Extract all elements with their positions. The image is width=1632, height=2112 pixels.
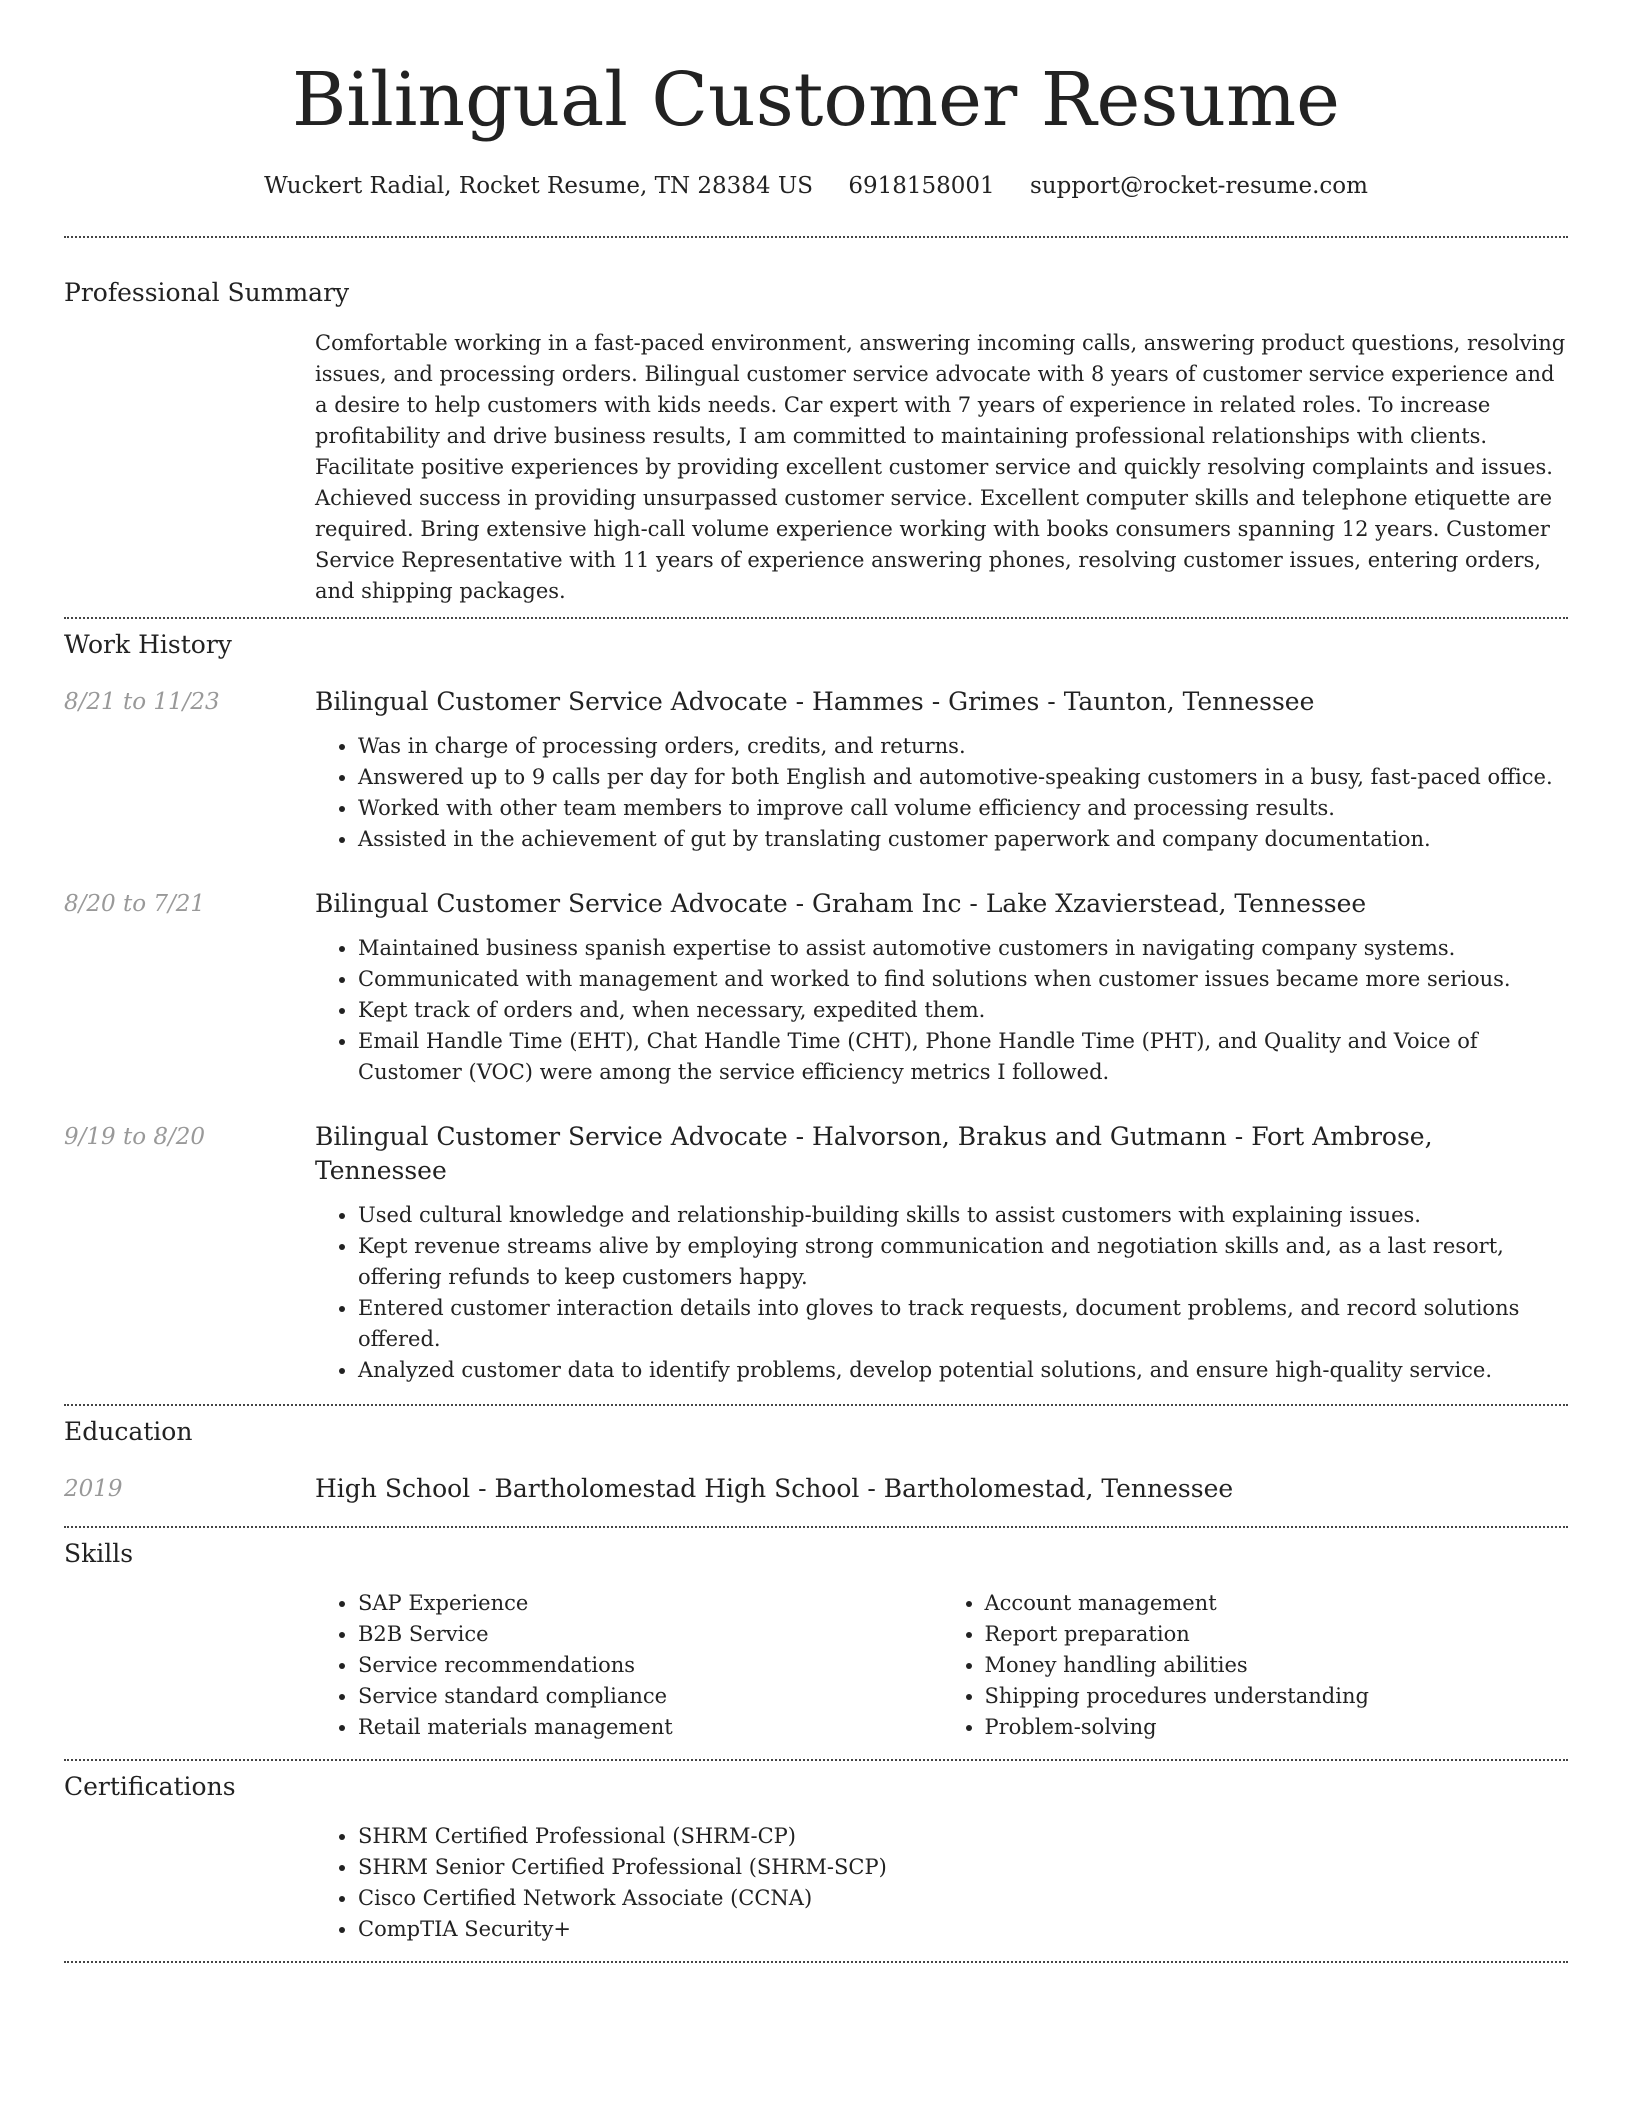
section-title-skills: Skills	[64, 1539, 134, 1568]
job-heading: Bilingual Customer Service Advocate - Hammes - Grimes - Taunton, Tennessee	[315, 687, 1315, 716]
job-bullet: • Communicated with management and worked to find solutions when customer issues became more serious.	[358, 964, 1568, 995]
skill-item: • SAP Experience	[358, 1588, 942, 1619]
job-heading: Bilingual Customer Service Advocate - Halvorson, Brakus and Gutmann - Fort Ambrose, Tennessee	[315, 1122, 1433, 1185]
job-dates: 9/19 to 8/20	[64, 1124, 206, 1150]
job-entry	[64, 685, 1568, 855]
job-heading: Bilingual Customer Service Advocate - Graham Inc - Lake Xzavierstead, Tennessee	[315, 889, 1367, 918]
certifications-list	[315, 1821, 1568, 1945]
job-bullet: • Maintained business spanish expertise to assist automotive customers in navigating company systems.	[358, 933, 1568, 964]
summary-text: Comfortable working in a fast-paced environment, answering incoming calls, answering product questions, resolving issues, and processing orders. Bilingual customer service advocate with 8 years of customer service experience and a desire to help customers with kids needs. Car expert with 7 years of experience in related roles. To increase profitability and drive business results, I am committed to maintaining professional relationships with clients. Facilitate positive experiences by providing excellent customer service and quickly resolving complaints and issues. Achieved success in providing unsurpassed customer service. Excellent computer skills and telephone etiquette are required. Bring extensive high-call volume experience working with books consumers spanning 12 years. Customer Service Representative with 11 years of experience answering phones, resolving customer issues, entering orders, and shipping packages.	[315, 331, 1566, 603]
certification-item: • CompTIA Security+	[358, 1914, 1568, 1945]
section-title-education: Education	[64, 1417, 193, 1446]
job-bullet: • Kept revenue streams alive by employing strong communication and negotiation skills and, as a last resort, offering refunds to keep customers happy.	[358, 1231, 1568, 1293]
job-bullet: • Email Handle Time (EHT), Chat Handle Time (CHT), Phone Handle Time (PHT), and Quality and Voice of Customer (VOC) were among the service efficiency metrics I followed.	[358, 1026, 1568, 1088]
certifications-section	[64, 1761, 1568, 1945]
job-bullet: • Was in charge of processing orders, credits, and returns.	[358, 731, 1568, 762]
job-dates: 8/20 to 7/21	[64, 891, 206, 917]
work-history-section	[64, 619, 1568, 1386]
skill-item: • Shipping procedures understanding	[985, 1681, 1569, 1712]
job-bullet: • Used cultural knowledge and relationship-building skills to assist customers with explaining issues.	[358, 1200, 1568, 1231]
skills-list-left	[315, 1588, 942, 1743]
skill-item: • Money handling abilities	[985, 1650, 1569, 1681]
job-entry	[64, 1120, 1568, 1386]
contact-phone: 6918158001	[848, 173, 995, 199]
education-year: 2019	[64, 1476, 123, 1502]
contact-email: support@rocket-resume.com	[1030, 173, 1368, 199]
job-bullet: • Worked with other team members to improve call volume efficiency and processing results.	[358, 793, 1568, 824]
skill-item: • Service standard compliance	[358, 1681, 942, 1712]
contact-line	[64, 170, 1568, 202]
skills-section	[64, 1528, 1568, 1743]
resume-header	[64, 0, 1568, 202]
contact-address: Wuckert Radial, Rocket Resume, TN 28384 US	[264, 173, 814, 199]
job-bullets	[315, 731, 1568, 855]
resume-title: Bilingual Customer Resume	[292, 57, 1340, 143]
education-entry: High School - Bartholomestad High School - Bartholomestad, Tennessee	[315, 1474, 1234, 1503]
skill-item: • Retail materials management	[358, 1712, 942, 1743]
certification-item: • Cisco Certified Network Associate (CCNA)	[358, 1883, 1568, 1914]
skill-item: • Problem-solving	[985, 1712, 1569, 1743]
section-title-work-history: Work History	[64, 630, 232, 659]
job-bullet: • Entered customer interaction details into gloves to track requests, document problems, and record solutions offered.	[358, 1293, 1568, 1355]
certification-item: • SHRM Senior Certified Professional (SHRM-SCP)	[358, 1852, 1568, 1883]
summary-section	[64, 238, 1568, 607]
skill-item: • Account management	[985, 1588, 1569, 1619]
job-bullets	[315, 933, 1568, 1088]
certifications-spacer	[64, 1821, 315, 1945]
job-entry	[64, 887, 1568, 1088]
summary-spacer	[64, 328, 315, 607]
job-bullets	[315, 1200, 1568, 1386]
job-bullet: • Assisted in the achievement of gut by translating customer paperwork and company documentation.	[358, 824, 1568, 855]
job-dates: 8/21 to 11/23	[64, 689, 220, 715]
section-title-summary: Professional Summary	[64, 278, 350, 307]
divider	[64, 1961, 1568, 1963]
job-bullet: • Kept track of orders and, when necessary, expedited them.	[358, 995, 1568, 1026]
skills-list-right	[942, 1588, 1569, 1743]
job-bullet: • Analyzed customer data to identify problems, develop potential solutions, and ensure high-quality service.	[358, 1355, 1568, 1386]
education-section	[64, 1406, 1568, 1506]
skills-spacer	[64, 1588, 315, 1743]
skill-item: • Report preparation	[985, 1619, 1569, 1650]
section-title-certifications: Certifications	[64, 1772, 236, 1801]
job-bullet: • Answered up to 9 calls per day for both English and automotive-speaking customers in a busy, fast-paced office.	[358, 762, 1568, 793]
skill-item: • Service recommendations	[358, 1650, 942, 1681]
skill-item: • B2B Service	[358, 1619, 942, 1650]
certification-item: • SHRM Certified Professional (SHRM-CP)	[358, 1821, 1568, 1852]
